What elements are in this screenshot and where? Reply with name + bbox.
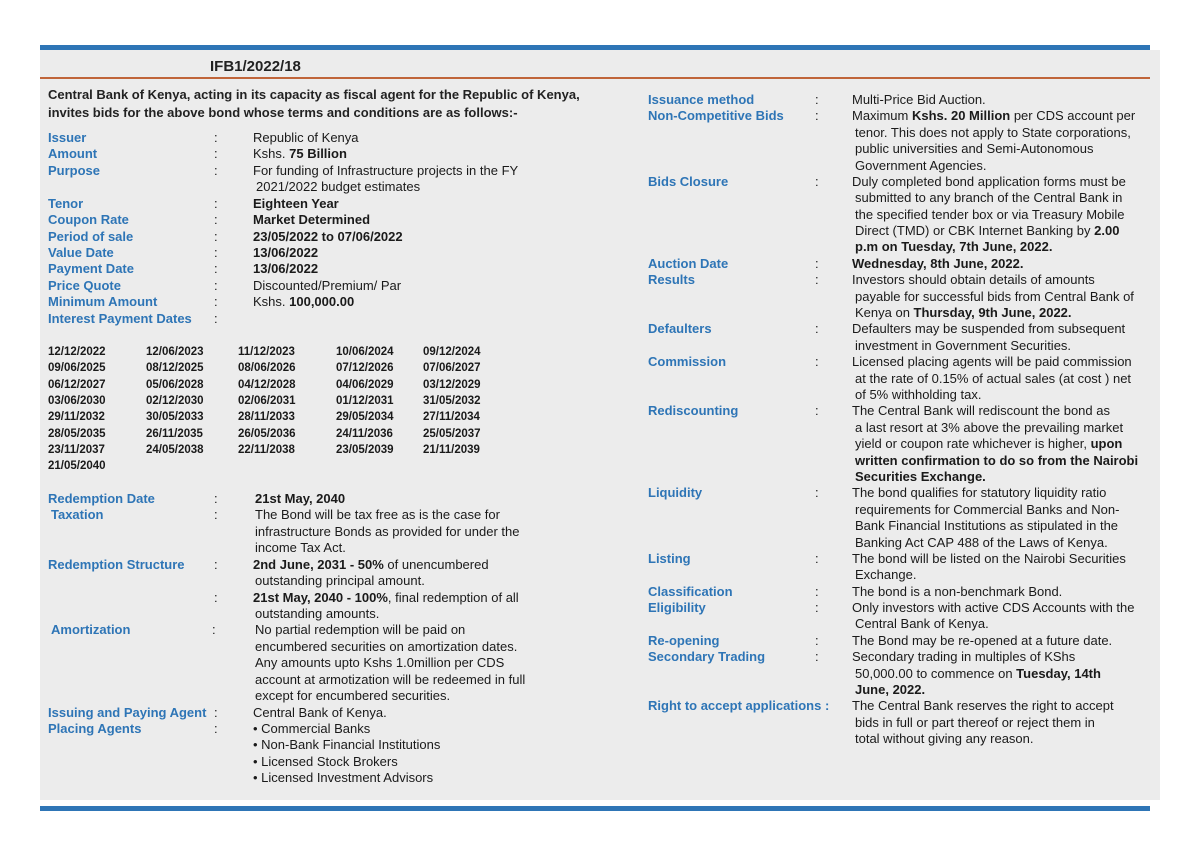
interest-date: 28/11/2033 (238, 411, 295, 424)
rediscounting-line1: The Central Bank will rediscount the bond as (852, 403, 1110, 418)
interest-date: 12/06/2023 (146, 346, 204, 358)
interest-dates-label: Interest Payment Dates (48, 311, 192, 326)
commission-line3: of 5% withholding tax. (855, 387, 982, 402)
intro-text: Central Bank of Kenya, acting in its capacity as fiscal agent for the Republic of Kenya, invites bids for the above bond whose terms and conditions are as follows:- (48, 87, 580, 120)
interest-date: 28/05/2035 (48, 427, 106, 440)
interest-date: 23/05/2039 (336, 443, 394, 456)
redemption-structure-2-line2: outstanding amounts. (255, 606, 380, 621)
defaulters-label: Defaulters (648, 321, 712, 336)
right-to-accept-label: Right to accept applications : (648, 698, 830, 713)
issuer-value: Republic of Kenya (253, 130, 359, 145)
colon: : (214, 507, 218, 522)
interest-date: 03/12/2029 (423, 378, 481, 391)
bottom-rule (40, 806, 1150, 811)
reopening-value: The Bond may be re-opened at a future date. (852, 633, 1113, 648)
colon: : (214, 130, 218, 145)
bids-closure-line2: submitted to any branch of the Central Bank in (855, 190, 1123, 205)
rediscounting-line5: Securities Exchange. (855, 469, 986, 484)
period-value: 23/05/2022 to 07/06/2022 (253, 229, 403, 244)
interest-date: 06/12/2027 (48, 378, 106, 391)
interest-date: 08/06/2026 (238, 362, 296, 375)
results-line2: payable for successful bids from Central Bank of (855, 289, 1134, 304)
interest-date: 24/11/2036 (336, 427, 393, 440)
colon: : (815, 354, 819, 369)
secondary-line3: June, 2022. (855, 682, 926, 697)
placing-agent-item: • Licensed Stock Brokers (253, 754, 398, 769)
listing-line1: The bond will be listed on the Nairobi Securities (852, 551, 1126, 566)
colon: : (214, 212, 218, 227)
colon: : (815, 649, 819, 664)
liquidity-label: Liquidity (648, 485, 703, 500)
redemption-date-value: 21st May, 2040 (255, 491, 346, 506)
redemption-structure-2: 21st May, 2040 - 100%, final redemption of all (253, 590, 519, 605)
amortization-line4: account at armotization will be redeemed in full (255, 672, 526, 687)
colon: : (214, 229, 218, 244)
commission-line1: Licensed placing agents will be paid commission (852, 354, 1132, 369)
rediscounting-line2: a last resort at 3% above the prevailing market (855, 420, 1124, 435)
amortization-line3: Any amounts upto Kshs 1.0million per CDS (255, 655, 505, 670)
colon: : (815, 485, 819, 500)
coupon-value: Market Determined (253, 212, 371, 227)
interest-date: 23/11/2037 (48, 443, 105, 456)
period-label: Period of sale (48, 229, 134, 244)
page-title: IFB1/2022/18 (210, 58, 301, 75)
interest-date: 11/12/2023 (238, 346, 295, 358)
placing-agent-item: • Commercial Banks (253, 721, 371, 736)
minimum-amount-label: Minimum Amount (48, 294, 158, 309)
issuer-label: Issuer (48, 130, 87, 145)
defaulters-line1: Defaulters may be suspended from subsequent (852, 321, 1126, 336)
placing-agents-label: Placing Agents (48, 721, 142, 736)
colon: : (815, 403, 819, 418)
interest-date: 22/11/2038 (238, 443, 295, 456)
colon: : (214, 294, 218, 309)
eligibility-line2: Central Bank of Kenya. (855, 616, 989, 631)
secondary-trading-label: Secondary Trading (648, 649, 766, 664)
colon: : (214, 163, 218, 178)
interest-date: 07/12/2026 (336, 362, 394, 375)
title-divider (40, 77, 1150, 79)
secondary-line1: Secondary trading in multiples of KShs (852, 649, 1076, 664)
classification-value: The bond is a non-benchmark Bond. (852, 584, 1063, 599)
purpose-label: Purpose (48, 163, 101, 178)
placing-agent-item: • Non-Bank Financial Institutions (253, 737, 441, 752)
bids-closure-label: Bids Closure (648, 174, 729, 189)
commission-line2: at the rate of 0.15% of actual sales (at cost ) net (855, 371, 1132, 386)
noncomp-line1: Maximum Kshs. 20 Million per CDS account per (852, 108, 1136, 123)
colon: : (815, 256, 819, 271)
colon: : (214, 311, 218, 326)
colon: : (214, 245, 218, 260)
colon: : (815, 633, 819, 648)
interest-date: 04/06/2029 (336, 378, 394, 391)
interest-date: 02/12/2030 (146, 394, 204, 407)
right-to-accept-line1: The Central Bank reserves the right to accept (852, 698, 1114, 713)
interest-date: 02/06/2031 (238, 394, 296, 407)
interest-date: 12/12/2022 (48, 346, 106, 358)
amount-label: Amount (48, 146, 98, 161)
listing-line2: Exchange. (855, 567, 917, 582)
colon: : (214, 557, 218, 572)
interest-date: 08/12/2025 (146, 362, 204, 375)
taxation-line1: The Bond will be tax free as is the case for (255, 507, 500, 522)
purpose-line2: 2021/2022 budget estimates (256, 179, 421, 194)
interest-date: 10/06/2024 (336, 346, 394, 358)
auction-date-label: Auction Date (648, 256, 729, 271)
colon: : (815, 551, 819, 566)
listing-label: Listing (648, 551, 691, 566)
bids-closure-line1: Duly completed bond application forms must be (852, 174, 1126, 189)
redemption-date-label: Redemption Date (48, 491, 155, 506)
bids-closure-line4: Direct (TMD) or CBK Internet Banking by 2.00 (855, 223, 1120, 238)
classification-label: Classification (648, 584, 733, 599)
rediscounting-line4: written confirmation to do so from the Nairobi (855, 453, 1139, 468)
placing-agent-item: • Licensed Investment Advisors (253, 770, 434, 785)
colon: : (214, 196, 218, 211)
colon: : (214, 705, 218, 720)
price-quote-value: Discounted/Premium/ Par (253, 278, 402, 293)
colon: : (815, 584, 819, 599)
interest-date: 29/11/2032 (48, 411, 105, 424)
interest-date: 05/06/2028 (146, 378, 204, 391)
results-line3: Kenya on Thursday, 9th June, 2022. (855, 305, 1072, 320)
tenor-label: Tenor (48, 196, 84, 211)
taxation-line2: infrastructure Bonds as provided for under the (255, 524, 520, 539)
interest-date: 26/11/2035 (146, 427, 203, 440)
issuance-value: Multi-Price Bid Auction. (852, 92, 986, 107)
colon: : (214, 721, 218, 736)
interest-date: 26/05/2036 (238, 427, 296, 440)
payment-date-value: 13/06/2022 (253, 261, 319, 276)
results-line1: Investors should obtain details of amounts (852, 272, 1095, 287)
noncomp-line4: Government Agencies. (855, 158, 987, 173)
interest-date: 07/06/2027 (423, 362, 481, 375)
reopening-label: Re-opening (648, 633, 720, 648)
commission-label: Commission (648, 354, 727, 369)
amortization-line1: No partial redemption will be paid on (255, 622, 466, 637)
interest-date: 03/06/2030 (48, 394, 106, 407)
interest-date: 21/11/2039 (423, 443, 480, 456)
colon: : (214, 146, 218, 161)
interest-date: 01/12/2031 (336, 394, 394, 407)
interest-date: 09/06/2025 (48, 362, 106, 375)
eligibility-label: Eligibility (648, 600, 706, 615)
bids-closure-line3: the specified tender box or via Treasury Mobile (855, 207, 1125, 222)
interest-date: 25/05/2037 (423, 427, 481, 440)
tenor-value: Eighteen Year (253, 196, 339, 211)
amount-value: Kshs. 75 Billion (253, 146, 347, 161)
issuing-agent-value: Central Bank of Kenya. (253, 705, 387, 720)
amortization-line5: except for encumbered securities. (255, 688, 451, 703)
interest-date: 21/05/2040 (48, 460, 106, 473)
rediscounting-label: Rediscounting (648, 403, 739, 418)
interest-date: 27/11/2034 (423, 411, 480, 424)
noncomp-label: Non-Competitive Bids (648, 108, 784, 123)
interest-date: 31/05/2032 (423, 394, 481, 407)
noncomp-line3: public universities and Semi-Autonomous (855, 141, 1094, 156)
auction-date-value: Wednesday, 8th June, 2022. (852, 256, 1024, 271)
amortization-line2: encumbered securities on amortization dates. (255, 639, 518, 654)
liquidity-line4: Banking Act CAP 488 of the Laws of Kenya. (855, 535, 1108, 550)
liquidity-line3: Bank Financial Institutions as stipulated in the (855, 518, 1119, 533)
bids-closure-line5: p.m on Tuesday, 7th June, 2022. (855, 239, 1053, 254)
colon: : (815, 108, 819, 123)
payment-date-label: Payment Date (48, 261, 134, 276)
colon: : (214, 261, 218, 276)
results-label: Results (648, 272, 695, 287)
right-to-accept-line2: bids in full or part thereof or reject them in (855, 715, 1095, 730)
colon: : (815, 92, 819, 107)
noncomp-line2: tenor. This does not apply to State corporations, (855, 125, 1131, 140)
interest-date: 29/05/2034 (336, 411, 394, 424)
amortization-label: Amortization (51, 622, 131, 637)
price-quote-label: Price Quote (48, 278, 121, 293)
value-date-value: 13/06/2022 (253, 245, 319, 260)
eligibility-line1: Only investors with active CDS Accounts with the (852, 600, 1135, 615)
rediscounting-line3: yield or coupon rate whichever is higher, upon (855, 436, 1123, 451)
coupon-label: Coupon Rate (48, 212, 129, 227)
purpose-line1: For funding of Infrastructure projects in the FY (253, 163, 519, 178)
colon: : (815, 272, 819, 287)
issuance-label: Issuance method (648, 92, 755, 107)
redemption-structure-1-line2: outstanding principal amount. (255, 573, 425, 588)
colon: : (212, 622, 216, 637)
interest-date: 09/12/2024 (423, 346, 481, 358)
liquidity-line2: requirements for Commercial Banks and Non- (855, 502, 1120, 517)
interest-date: 24/05/2038 (146, 443, 204, 456)
liquidity-line1: The bond qualifies for statutory liquidity ratio (852, 485, 1107, 500)
redemption-structure-1: 2nd June, 2031 - 50% of unencumbered (253, 557, 489, 572)
taxation-line3: income Tax Act. (255, 540, 346, 555)
taxation-label: Taxation (51, 507, 104, 522)
colon: : (815, 174, 819, 189)
right-to-accept-line3: total without giving any reason. (855, 731, 1034, 746)
defaulters-line2: investment in Government Securities. (855, 338, 1072, 353)
value-date-label: Value Date (48, 245, 114, 260)
interest-date: 30/05/2033 (146, 411, 204, 424)
secondary-line2: 50,000.00 to commence on Tuesday, 14th (855, 666, 1101, 681)
interest-date: 04/12/2028 (238, 378, 296, 391)
minimum-amount-value: Kshs. 100,000.00 (253, 294, 355, 309)
issuing-agent-label: Issuing and Paying Agent (48, 705, 207, 720)
colon: : (214, 590, 218, 605)
redemption-structure-label: Redemption Structure (48, 557, 185, 572)
colon: : (214, 278, 218, 293)
colon: : (815, 321, 819, 336)
colon: : (815, 600, 819, 615)
colon: : (214, 491, 218, 506)
